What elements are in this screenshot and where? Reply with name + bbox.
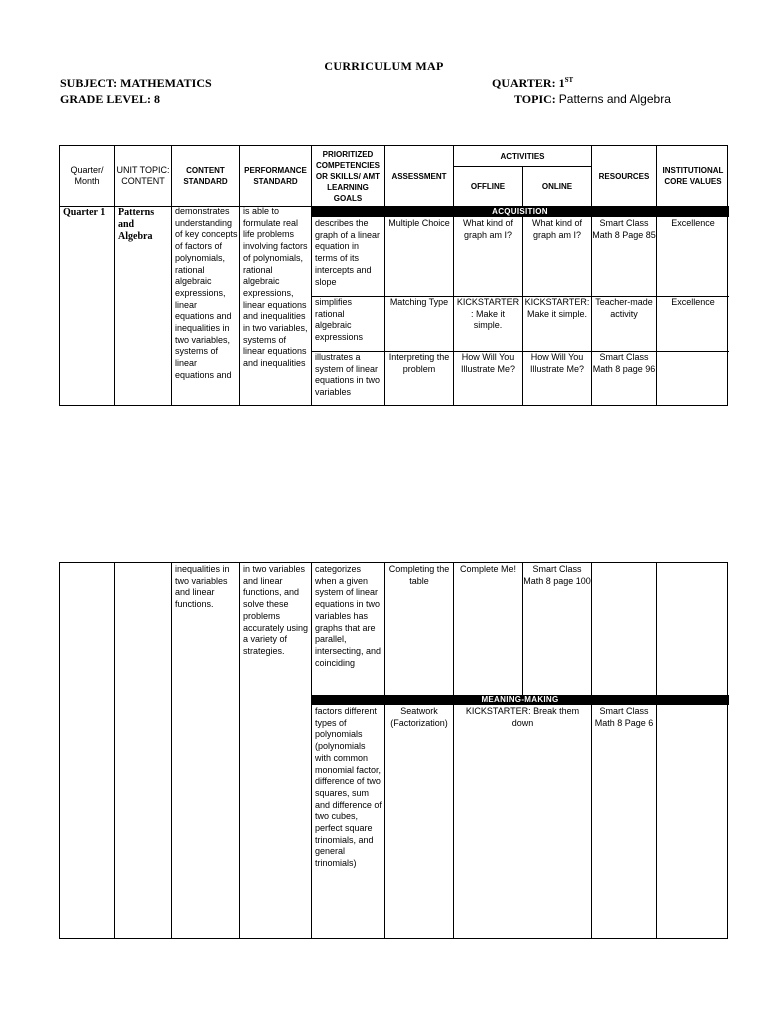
header-content-standard: CONTENT STANDARD [183,166,228,186]
assessment-row-3: Interpreting the problem [388,352,450,374]
resources-row-2: Teacher-made activity [595,297,653,319]
topic-label: TOPIC: Patterns and Algebra [514,92,671,106]
competency-row-3: illustrates a system of linear equations in two variables [315,352,381,398]
resources-row-4: Smart Class Math 8 page 100 [523,564,591,586]
header-activities: ACTIVITIES [500,151,545,161]
header-core-values: INSTITUTIONAL CORE VALUES [662,166,724,186]
unit-topic-cell: Patterns and Algebra [118,207,155,242]
header-performance-standard: PERFORMANCE STANDARD [244,166,307,186]
header-assessment: ASSESSMENT [391,171,447,181]
performance-standard-cell: is able to formulate real life problems involving factors of polynomials, rational algebraic expressions, linear equations and inequalities in two variables, systems of linear equations and inequalities [243,206,308,369]
core-values-row-1: Excellence [671,218,715,228]
activity-row-5: KICKSTARTER: Break them down [465,706,580,728]
header-resources: RESOURCES [598,171,650,181]
assessment-row-4: Completing the table [388,564,450,586]
online-row-1: What kind of graph am I? [531,218,583,240]
competency-row-4: categorizes when a given system of linear equations in two variables has graphs that are parallel, intersecting, and coinciding [315,564,382,668]
curriculum-table-2 [59,562,728,939]
quarter-label: QUARTER: 1ST [492,76,574,90]
curriculum-table-1 [59,145,728,406]
assessment-row-1: Multiple Choice [388,218,450,228]
header-competencies: PRIORITIZED COMPETENCIES OR SKILLS/ AMT LEARNING GOALS [315,149,381,203]
online-row-2: KICKSTARTER: Make it simple. [524,297,590,319]
assessment-row-2: Matching Type [389,297,449,307]
header-offline: OFFLINE [470,182,506,191]
offline-row-1: What kind of graph am I? [462,218,514,240]
content-standard-cell: demonstrates understanding of key concepts of factors of polynomials, rational algebraic expressions, linear equations and inequalities in two variables, systems of linear equations and [175,206,238,380]
quarter-cell: Quarter 1 [63,207,106,218]
offline-row-3: How Will You Illustrate Me? [460,352,516,374]
section-meaning-making: MEANING-MAKING [311,695,729,705]
subject-label: SUBJECT: MATHEMATICS [60,76,212,90]
assessment-row-5: Seatwork (Factorization) [390,706,448,728]
content-standard-cont: inequalities in two variables and linear functions. [175,564,230,610]
performance-standard-cont: in two variables and linear functions, and solve these problems accurately using a variety of strategies. [243,564,309,656]
page-title: CURRICULUM MAP [324,59,444,73]
resources-row-1: Smart Class Math 8 Page 85 [592,218,656,240]
resources-row-5: Smart Class Math 8 Page 6 [594,706,654,728]
offline-row-4: Complete Me! [459,564,517,574]
header-unit-topic: UNIT TOPIC: CONTENT [116,165,170,186]
header-quarter-month: Quarter/ Month [70,165,104,186]
online-row-3: How Will You Illustrate Me? [529,352,585,374]
offline-row-2: KICKSTARTER : Make it simple. [456,297,520,331]
resources-row-3: Smart Class Math 8 page 96 [592,352,656,374]
header-online: ONLINE [541,182,573,191]
competency-row-5: factors different types of polynomials (polynomials with common monomial factor, difference of two squares, sum and difference of two cubes, perfect square trinomials, and general trinomials) [315,706,382,869]
section-acquisition: ACQUISITION [311,207,729,217]
grade-level-label: GRADE LEVEL: 8 [60,92,161,106]
competency-row-1: describes the graph of a linear equation in terms of its intercepts and slope [315,218,381,287]
core-values-row-2: Excellence [671,297,715,307]
competency-row-2: simplifies rational algebraic expressions [315,297,364,343]
